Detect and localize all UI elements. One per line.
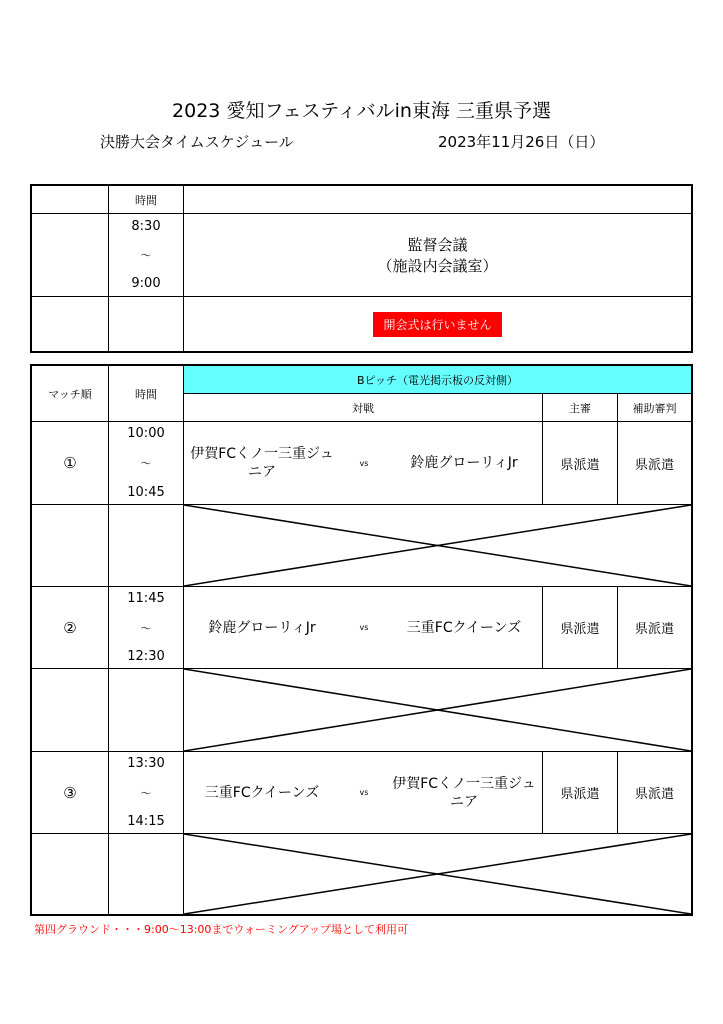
match-time-end: 10:45 [127, 485, 165, 500]
away-team: 鈴鹿グローリィJr [410, 455, 518, 471]
vs-label: vs [359, 623, 369, 632]
pitch-header: Bピッチ（電光掲示板の反対側） [356, 373, 519, 387]
match-time [109, 756, 183, 829]
match-time-end: 14:15 [127, 814, 165, 829]
referee-cell: 県派遣 [560, 457, 600, 473]
referee-header: 主審 [569, 401, 591, 415]
meeting-place: （施設内会議室） [377, 257, 498, 275]
referee-cell: 県派遣 [560, 787, 600, 802]
page-title: 2023 愛知フェスティバルin東海 三重県予選 [172, 100, 551, 122]
match-table [30, 364, 693, 916]
match-time-start: 10:00 [127, 426, 165, 441]
home-team: 伊賀FCくノ一三重ジュニア [190, 446, 334, 480]
match-time-sep: ～ [140, 457, 152, 470]
assistant-cell: 県派遣 [634, 457, 674, 473]
match-time-end: 12:30 [127, 649, 165, 664]
assistant-cell: 県派遣 [634, 787, 674, 802]
match-number: ③ [63, 783, 77, 802]
empty-slot-cross [184, 834, 691, 914]
no-opening-ceremony-banner: 開会式は行いません [373, 312, 501, 337]
event-date: 2023年11月26日（日） [438, 133, 605, 151]
match-time-sep: ～ [140, 621, 152, 635]
vs-label: vs [359, 788, 369, 797]
meeting-time [109, 219, 183, 291]
warmup-field-note: 第四グラウンド・・・9:00～13:00までウォーミングアップ場として利用可 [34, 923, 408, 936]
schedule-subtitle: 決勝大会タイムスケジュール [100, 133, 294, 151]
assistant-header: 補助審判 [632, 401, 677, 415]
match-time-sep: ～ [140, 786, 152, 800]
match-number: ① [63, 454, 77, 472]
empty-slot-cross [184, 669, 691, 751]
empty-slot-cross [184, 505, 691, 586]
order-header: マッチ順 [48, 387, 92, 401]
meeting-time-start: 8:30 [131, 219, 161, 234]
home-team: 三重FCクイーンズ [204, 784, 320, 801]
meeting-table [30, 184, 693, 353]
match-time [109, 426, 183, 500]
vs-label: vs [359, 458, 369, 468]
meeting-info [184, 214, 691, 296]
home-team: 鈴鹿グローリィJr [208, 619, 316, 636]
away-team: 三重FCクイーンズ [406, 619, 522, 636]
match-header: 対戦 [352, 401, 374, 415]
notice-cell [184, 297, 691, 351]
match-time-start: 11:45 [127, 591, 165, 606]
referee-cell: 県派遣 [560, 622, 600, 637]
match-time [109, 591, 183, 664]
meeting-time-end: 9:00 [131, 276, 161, 291]
meeting-time-sep: ～ [140, 249, 152, 262]
match-number: ② [63, 618, 77, 637]
meeting-title: 監督会議 [407, 236, 468, 254]
time-header: 時間 [135, 193, 157, 207]
assistant-cell: 県派遣 [634, 622, 674, 637]
time-header: 時間 [135, 387, 157, 401]
away-team: 伊賀FCくノ一三重ジュニア [392, 775, 536, 810]
match-time-start: 13:30 [127, 756, 165, 771]
